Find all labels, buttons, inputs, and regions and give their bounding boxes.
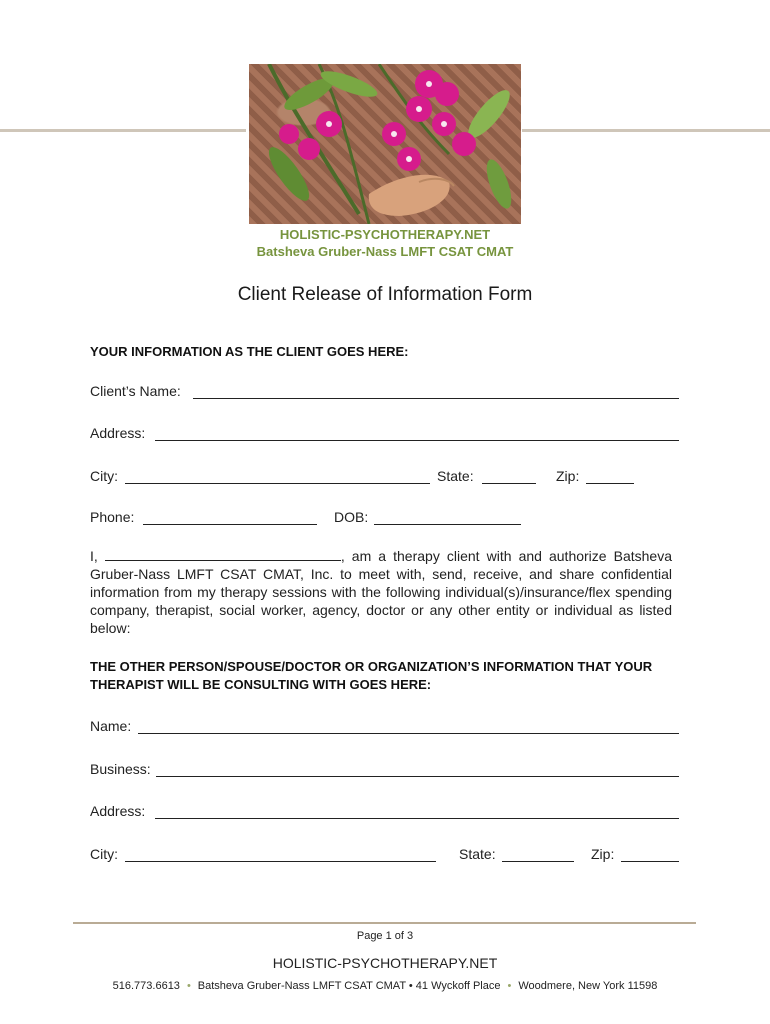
other-zip-field[interactable] bbox=[621, 861, 679, 862]
footer-separator: • bbox=[507, 980, 512, 992]
business-label: Business: bbox=[90, 761, 151, 777]
header-practitioner: Batsheva Gruber-Nass LMFT CSAT CMAT bbox=[256, 244, 514, 259]
other-party-section-heading: THE OTHER PERSON/SPOUSE/DOCTOR OR ORGANIZATION’S INFORMATION THAT YOUR THERAPIST WILL BE CONSULTING WITH GOES HERE: bbox=[90, 659, 653, 692]
orchid-photo bbox=[249, 64, 521, 224]
business-field[interactable] bbox=[156, 776, 679, 777]
footer-site-name: HOLISTIC-PSYCHOTHERAPY.NET bbox=[272, 955, 498, 971]
phone-field[interactable] bbox=[143, 524, 317, 525]
header-site-name: HOLISTIC-PSYCHOTHERAPY.NET bbox=[279, 227, 491, 242]
state-label: State: bbox=[437, 468, 474, 484]
state-field[interactable] bbox=[482, 483, 536, 484]
dob-label: DOB: bbox=[334, 509, 369, 525]
zip-label: Zip: bbox=[556, 468, 580, 484]
client-name-blank[interactable] bbox=[105, 548, 341, 561]
header-divider-right bbox=[522, 129, 770, 132]
other-state-field[interactable] bbox=[502, 861, 574, 862]
other-city-field[interactable] bbox=[125, 861, 436, 862]
authorization-text: , am a therapy client with and authorize Batsheva Gruber-Nass LMFT CSAT CMAT, Inc. to meet with, send, receive, and share confidential information from my therapy sessions with the following individual(s)/insurance/flex spending company, therapist, social worker, agency, doctor or any other entity or individual as listed below: bbox=[90, 548, 673, 636]
footer-divider bbox=[73, 922, 696, 924]
footer-phone: 516.773.6613 bbox=[112, 980, 180, 992]
other-address-label: Address: bbox=[90, 803, 146, 819]
zip-field[interactable] bbox=[586, 483, 634, 484]
footer-contact bbox=[0, 980, 770, 992]
header-divider-left bbox=[0, 129, 246, 132]
other-state-label: State: bbox=[459, 846, 496, 862]
other-address-field[interactable] bbox=[155, 818, 679, 819]
address-field[interactable] bbox=[155, 440, 679, 441]
footer-name-address: Batsheva Gruber-Nass LMFT CSAT CMAT • 41 Wyckoff Place bbox=[197, 980, 501, 992]
client-name-label: Client’s Name: bbox=[90, 383, 181, 399]
footer-separator: • bbox=[186, 980, 191, 992]
other-name-label: Name: bbox=[90, 718, 132, 734]
other-name-field[interactable] bbox=[138, 733, 679, 734]
authorization-prefix: I, bbox=[90, 548, 98, 564]
city-field[interactable] bbox=[125, 483, 430, 484]
authorization-paragraph bbox=[90, 547, 672, 637]
client-name-field[interactable] bbox=[193, 398, 679, 399]
city-label: City: bbox=[90, 468, 118, 484]
page-title: Client Release of Information Form bbox=[237, 284, 533, 305]
address-label: Address: bbox=[90, 425, 146, 441]
phone-label: Phone: bbox=[90, 509, 135, 525]
other-zip-label: Zip: bbox=[591, 846, 615, 862]
client-section-heading: YOUR INFORMATION AS THE CLIENT GOES HERE: bbox=[90, 344, 409, 359]
page-number: Page 1 of 3 bbox=[356, 930, 414, 942]
footer-city: Woodmere, New York 11598 bbox=[518, 980, 658, 992]
dob-field[interactable] bbox=[374, 524, 521, 525]
other-city-label: City: bbox=[90, 846, 118, 862]
